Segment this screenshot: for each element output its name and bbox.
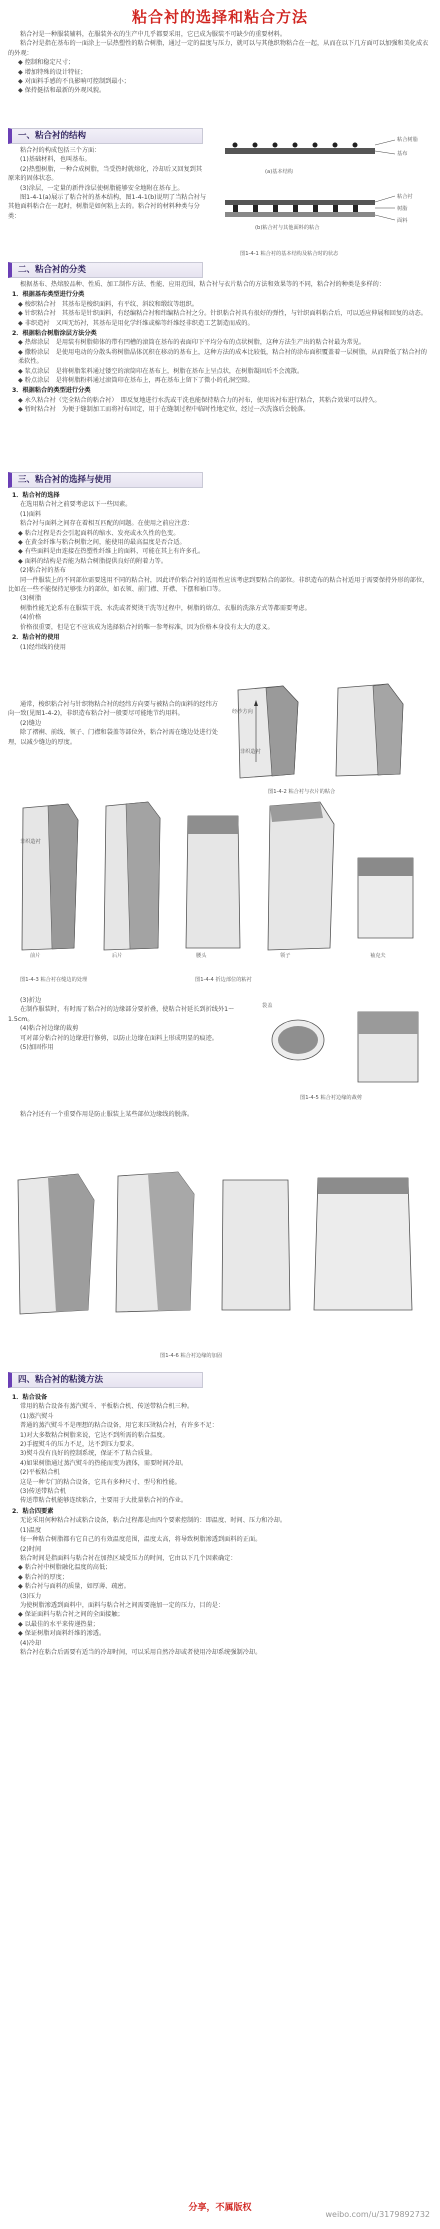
bullet: ◆ 热熔涂层 是用装有树脂筛体的带有凹槽的滚筒在基布的表面印下平均分布的点状树脂，这种方法生产出的粘合衬最为常见。 [18, 339, 366, 347]
section3-text-c [8, 996, 248, 1052]
subheading: (1)面料 [20, 510, 42, 518]
bullet: ◆ 有些面料是由连接在热塑性纤维上的面料，可能在其上有许多孔。 [18, 548, 205, 556]
section-header-fusing: 四、粘合衬的粘烫方法 [8, 1372, 203, 1388]
figure-1-4-2 [228, 682, 432, 786]
section3-text-d [8, 1110, 432, 1119]
subheading: 1．根据基布类型进行分类 [12, 291, 85, 299]
section3-text-b [8, 700, 218, 747]
subheading: (1)蒸汽熨斗 [20, 1412, 54, 1420]
bullet: ◆ 增加特殊的设计特征； [18, 68, 87, 76]
figure-caption: 图1-4-2 粘合衬与衣片的粘合 [268, 789, 336, 795]
figure-caption: 图1-4-4 折边部位的粘衬 [195, 977, 252, 983]
figure-label: 腰头 [196, 953, 207, 959]
bullet: ◆ 暂时粘合衬 为便于缝制加工而将衬布固定，用于在缝制过程中临时性地定位，经过一次洗涤后会脱落。 [18, 406, 310, 414]
footer-note: 分享，不属版权 [188, 2203, 252, 2213]
subheading: (2)缝边 [20, 719, 42, 727]
figure-label: 面料 [397, 218, 408, 224]
paragraph: 传送带粘合机能够连续粘合，主要用于大批量粘合衬的作业。 [20, 1497, 188, 1505]
paragraph: 普通的蒸汽熨斗不是理想的粘合设备，用它来压烫粘合衬，有许多不足： [20, 1422, 218, 1430]
subheading: (4)粘合衬边缘的裁剪 [20, 1025, 79, 1033]
figure-label: 非织造衬 [20, 839, 41, 845]
paragraph: 为使树脂渗透到面料中，面料与粘合衬之间需要施加一定的压力，目的是： [20, 1601, 225, 1609]
subheading: (3)折边 [20, 997, 42, 1004]
figure-label: 树脂 [397, 206, 408, 212]
list-item: 1)对大多数粘合树脂来说，它达不到所需的粘合温度。 [20, 1431, 169, 1439]
paragraph: 粘合衬还有一个重要作用是防止服装上某些部位边缘线的脱落。 [20, 1111, 194, 1118]
figure-label: 粘合树脂 [397, 137, 418, 143]
bullet: ◆ 保证树脂对面料纤维的渗透。 [18, 1630, 106, 1638]
bullet: ◆ 针织粘合衬 其基布是针织面料，有经编粘合衬和纬编粘合衬之分。针织粘合衬具有很好的弹性，与针织面料粘合后，可以适应伸展和回复的动态。 [18, 310, 427, 318]
bullet: ◆ 对面料手感的不良影响可控制到最小； [18, 78, 130, 86]
paragraph: 每一种粘合树脂都有它自己的有效温度范围，温度太高，将导致树脂渗透到面料的正面。 [20, 1536, 262, 1544]
paragraph: 常用的粘合设备有蒸汽熨斗、平板粘合机、传送带粘合机三种。 [20, 1403, 194, 1411]
paragraph: 除了褶裥、前线、领子、门襟和袋盖等部位外，粘合衬需在缝边处进行处理，以减少缝边的厚度。 [8, 729, 218, 746]
figure-label: 后片 [112, 953, 123, 959]
bullet: ◆ 粘合衬与面料的质量，如厚薄、疏密。 [18, 1583, 130, 1591]
list-item: 2)手握熨斗的压力不足，达不到压力要求。 [20, 1441, 138, 1449]
intro-block [8, 30, 432, 96]
bullet: ◆ 粘合衬中树脂融化温度的高低； [18, 1564, 112, 1572]
subheading: 2．粘合四要素 [12, 1507, 54, 1515]
figure-label: 前片 [30, 953, 41, 959]
paragraph: 可对部分粘合衬的边缘进行修剪，以防止边缘在面料上形成明显的痕迹。 [20, 1034, 218, 1042]
figure-label: 非织造衬 [240, 749, 261, 755]
figure-caption: 图1-4-1 粘合衬的基本结构及粘合时的状态 [240, 251, 339, 257]
page-title: 粘合衬的选择和粘合方法 [131, 8, 308, 26]
subheading: 1．粘合设备 [12, 1394, 48, 1401]
section2-text [8, 280, 432, 415]
figure-1-4-6 [8, 1160, 432, 1350]
figure-label: 领子 [280, 953, 291, 959]
figure-1-4-5 [258, 992, 432, 1100]
paragraph: 无论采用何种粘合衬或粘合设备，粘合过程都是由四个要素控制的：即温度、时间、压力和冷却。 [20, 1517, 287, 1525]
figure-caption: 图1-4-3 粘合衬在缝边的处理 [20, 977, 88, 983]
bullet: ◆ 粉点涂层 是将树脂粉料通过滚筒印在基布上，再在基布上留下了微小的孔洞空隙。 [18, 377, 254, 385]
paragraph: 在选用粘合衬之前要考虑以下一些因素。 [20, 501, 132, 509]
paragraph: 粘合时间是指面料与粘合衬在加热区域受压力的时间，它由以下几个因素确定： [20, 1554, 237, 1562]
paragraph: 图1-4-1(a)展示了粘合衬的基本结构，图1-4-1(b)说明了当粘合衬与其他面料粘合在一起时，树脂是如何粘上去的。粘合衬的材料种类与分类： [8, 194, 207, 220]
paragraph: 在制作服装时，有时需了粘合衬的边缘部分要折叠，使粘合衬延长到折线外1～1.5cm。 [8, 1006, 235, 1023]
list-item: 3)熨斗没有良好的控制系统，保证不了粘合质量。 [20, 1450, 157, 1458]
figure-label: 袖克夫 [370, 953, 386, 959]
section3-text-a [8, 490, 432, 652]
bullet: ◆ 浆点涂层 是将树脂浆料通过镂空的滚筒印在基布上，树脂在基布上呈点状，在树脂凝固后不会流散。 [18, 367, 304, 375]
bullet: ◆ 保证面料与粘合衬之间的全面接触； [18, 1611, 124, 1619]
subheading: (2)粘合衬的基布 [20, 567, 66, 575]
bullet: ◆ 面料的结构是否能为粘合树脂提供良好的附着力等。 [18, 557, 168, 565]
paragraph: 粘合衬在粘合后需要有适当的冷却时间，可以采用自然冷却或者使用冷却系统强制冷却。 [20, 1648, 262, 1656]
bullet: ◆ 梭织粘合衬 其基布是梭织面料，有平纹、斜纹和缎纹等组织。 [18, 300, 198, 308]
subheading: (1)温度 [20, 1526, 42, 1534]
paragraph: 粘合衬的构成包括三个方面： [20, 147, 101, 154]
bullet: ◆ 在黄金纤维与粘合树脂之间，能使用的最高温度是否合适。 [18, 539, 186, 547]
section1-text [8, 146, 208, 221]
paragraph: 通常，梭织粘合衬与针织物粘合衬的经纬方向要与被粘合的面料的经纬方向一致(见图1-4-2)，非织造布粘合衬一般要尽可能地节约用料。 [8, 701, 218, 718]
paragraph: 同一件服装上的不同部位需要选用不同的粘合衬，因此评价粘合衬的适用性应该考虑到要粘合的部位。非织造布的粘合衬适用于需要保持外形的部位，比如在一些不能保持足够张力的部位，如衣领、前门襟、开襟、下摆和袖口等。 [8, 576, 429, 594]
section4-text [8, 1392, 432, 1657]
subheading: 2．粘合衬的使用 [12, 634, 60, 642]
intro-paragraph: 粘合衬是一种服装辅料，在服装外衣的生产中几乎都要采用，它已成为服装不可缺少的重要材料。 [20, 31, 287, 38]
subheading: (2)平板粘合机 [20, 1469, 60, 1477]
figure-caption: 图1-4-5 粘合衬边缘的裁剪 [300, 1095, 362, 1101]
paragraph: 根据基布、热熔胶品种、性质、加工制作方法、性能、应用范围，粘合衬与衣片粘合的方法和效果等的不同，粘合衬的种类是多样的： [20, 281, 386, 288]
figure-label: 粘合衬 [397, 194, 413, 200]
figure-label: 袋盖 [262, 1003, 273, 1009]
paragraph: 粘合衬与面料之间存在着相互匹配的问题。在使用之前应注意： [20, 520, 194, 528]
paragraph: 这是一种专门的粘合设备，它具有多种尺寸、型号和性能。 [20, 1478, 181, 1486]
subheading: (5)加固作用 [20, 1044, 54, 1052]
bullet: ◆ 粘合过程是否会引起面料的缩水、发亮或永久性的色变。 [18, 529, 180, 537]
paragraph: 价格很重要，但是它不应该成为选择粘合衬的唯一参考标准，因为价格本身没有太大的意义。 [20, 623, 274, 631]
bullet: ◆ 控制和稳定尺寸； [18, 59, 75, 67]
figure-1-4-3-row [8, 798, 432, 988]
bullet: ◆ 粘合衬的厚度； [18, 1573, 69, 1581]
section-header-structure: 一、粘合衬的结构 [8, 128, 203, 144]
figure-sublabel: (a)基本结构 [265, 169, 293, 175]
subheading: (1)经纬线的使用 [20, 643, 66, 651]
paragraph: (3)涂层，一定量的新件涂层使树脂能够安全地附在基布上。 [20, 184, 184, 192]
list-item: 4)如果树脂通过蒸汽熨斗的热能而变为液体，需要时间冷却。 [20, 1459, 188, 1467]
subheading: (3)压力 [20, 1592, 42, 1600]
subheading: (4)冷却 [20, 1639, 42, 1647]
subheading: 2．根据粘合树脂涂层方法分类 [12, 330, 97, 338]
paragraph: (2)热塑树脂，一种合成树脂，当受热时就熔化，冷却后又回复到其原来的固体状态。 [8, 165, 203, 183]
intro-paragraph: 粘合衬是指在基布的一面涂上一层热塑性的粘合树脂，通过一定的温度与压力，就可以与其他织物粘合在一起，从而在以下几方面可以加强和美化成衣的外观： [8, 40, 429, 57]
bullet: ◆ 撒粉涂层 是使用电动的分散头将树脂晶体沉积在移动的基布上，这种方法的成本比较低，粘合衬的涂布面积覆盖着一层树脂，从而降低了粘合衬的柔软性。 [18, 348, 427, 366]
bullet: ◆ 永久粘合衬（完全粘合的粘合衬） 即反复地进行水洗或干洗也能保持粘合力的衬布，使用该衬布进行粘合，其粘合效果可以持久。 [18, 396, 381, 404]
bullet: ◆ 保持挺括和最新的外观风貌。 [18, 87, 106, 95]
section-header-selection: 三、粘合衬的选择与使用 [8, 472, 203, 488]
bullet: ◆ 以最佳的水平来传递热量； [18, 1620, 99, 1628]
watermark: weibo.com/u/3179892732 [325, 2210, 430, 2219]
bullet: ◆ 非织造衬 又叫无纺衬，其基布是用化学纤维或棉等纤维经非织造工艺制造而成的。 [18, 319, 254, 327]
figure-label: 基布 [397, 151, 408, 157]
subheading: 3．根据粘合的类型进行分类 [12, 387, 91, 395]
subheading: (2)时间 [20, 1545, 42, 1553]
subheading: 1．粘合衬的选择 [12, 492, 60, 499]
figure-label: 经纱方向 [232, 709, 253, 715]
paragraph: 树脂性能无论系有在服装干洗、水洗或者熨烫干洗等过程中，树脂的熔点、衣服的洗涤方式等都需要考虑。 [20, 604, 311, 612]
paragraph: (1)基础材料，也叫基布。 [20, 156, 91, 164]
figure-caption: 图1-4-6 粘合衬边缘的加固 [160, 1353, 222, 1359]
section-header-classification: 二、粘合衬的分类 [8, 262, 203, 278]
subheading: (3)树脂 [20, 595, 42, 603]
subheading: (4)价格 [20, 614, 42, 622]
figure-sublabel: (b)粘合衬与其他面料的粘合 [255, 225, 320, 231]
subheading: (3)传送带粘合机 [20, 1488, 66, 1496]
